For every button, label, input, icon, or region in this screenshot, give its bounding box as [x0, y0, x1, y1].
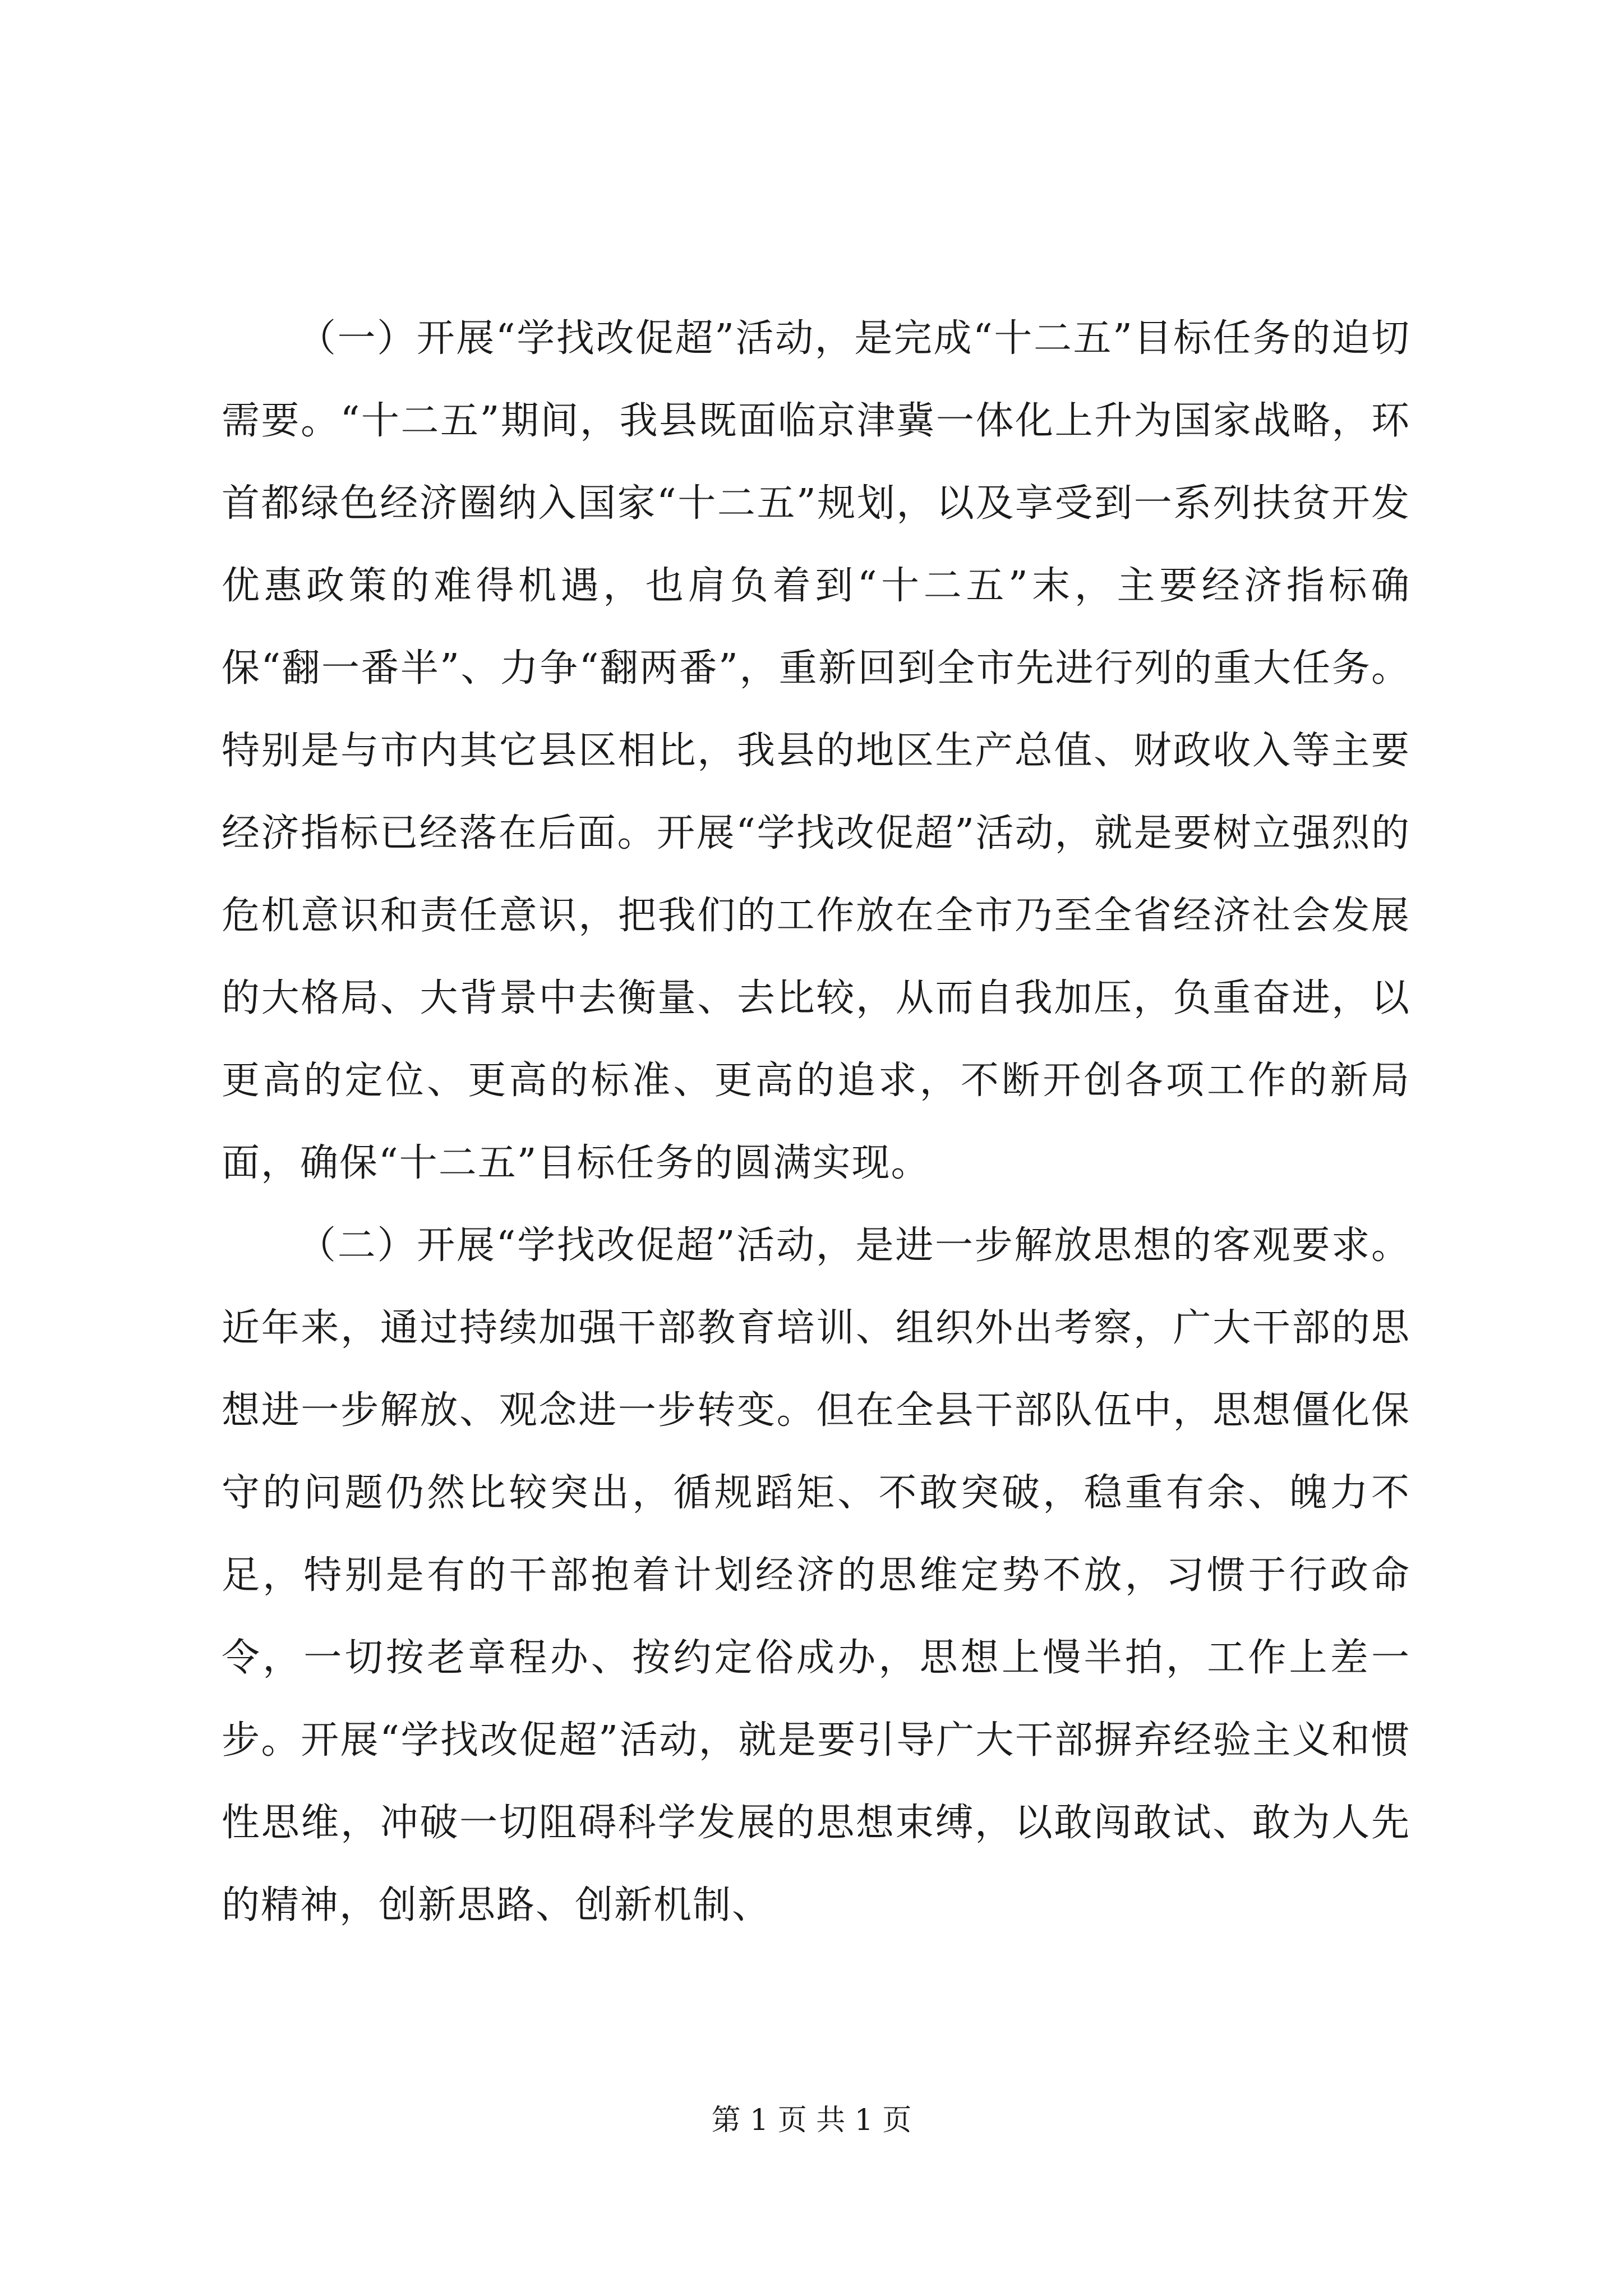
paragraph-2: （二）开展“学找改促超”活动，是进一步解放思想的客观要求。近年来，通过持续加强干部教育培训、组织外出考察，广大干部的思想进一步解放、观念进一步转变。但在全县干部队伍中，思想僵化保守的问题仍然比较突出，循规蹈矩、不敢突破，稳重有余、魄力不足，特别是有的干部抱着计划经济的思维定势不放，习惯于行政命令，一切按老章程办、按约定俗成办，思想上慢半拍，工作上差一步。开展“学找改促超”活动，就是要引导广大干部摒弃经验主义和惯性思维，冲破一切阻碍科学发展的思想束缚，以敢闯敢试、敢为人先的精神，创新思路、创新机制、 [222, 1223, 1410, 1927]
paragraph-1: （一）开展“学找改促超”活动，是完成“十二五”目标任务的迫切需要。“十二五”期间，我县既面临京津冀一体化上升为国家战略，环首都绿色经济圈纳入国家“十二五”规划，以及享受到一系列扶贫开发优惠政策的难得机遇，也肩负着到“十二五”末，主要经济指标确保“翻一番半”、力争“翻两番”，重新回到全市先进行列的重大任务。特别是与市内其它县区相比，我县的地区生产总值、财政收入等主要经济指标已经落在后面。开展“学找改促超”活动，就是要树立强烈的危机意识和责任意识，把我们的工作放在全市乃至全省经济社会发展的大格局、大背景中去衡量、去比较，从而自我加压，负重奋进，以更高的定位、更高的标准、更高的追求，不断开创各项工作的新局面，确保“十二五”目标任务的圆满实现。 [222, 316, 1410, 1185]
document-body [222, 297, 1410, 1947]
page-footer: 第 1 页 共 1 页 [711, 2104, 912, 2137]
